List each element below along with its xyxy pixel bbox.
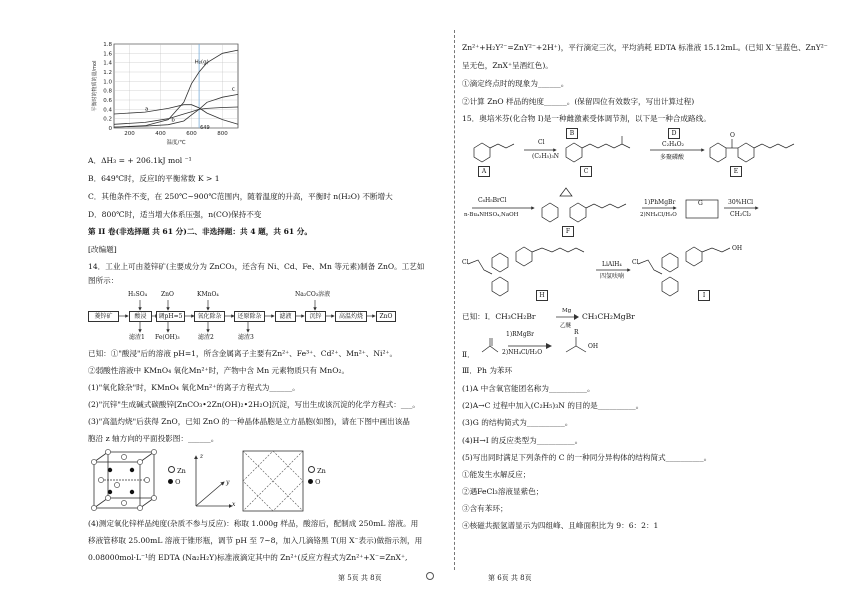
y-axis-label: 平衡时的物质的量/mol (92, 60, 98, 112)
known-ii-r: R (574, 329, 579, 336)
q15-part-3: (3)G 的结构简式为__________。 (462, 418, 573, 427)
option-c: C．其他条件不变，在 250℃~900℃范围内，随着温度的升高，平衡时 n(H₂O) 不断增大 (88, 192, 393, 201)
step-ore: 菱锌矿 (88, 311, 119, 322)
q15-part-4: (4)H→I 的反应类型为__________。 (462, 436, 583, 445)
legend-o (168, 478, 180, 486)
known-ii-c2: 2)NH₄Cl/H₂O (502, 349, 543, 356)
y-tick-label: 0 (108, 126, 112, 132)
step-oxidation: 氧化除杂 (194, 311, 225, 322)
axis-y-label: y (226, 479, 230, 486)
series-line-0 (114, 50, 238, 127)
known-i-right: CH₃CH₂MgBr (582, 312, 635, 321)
legend-zn (168, 466, 186, 475)
q15-part-1: (1)A 中含氧官能团名称为__________。 (462, 384, 595, 393)
known-i-ether: 乙醚 (560, 323, 572, 329)
q14-part-3b: 胞沿 z 轴方向的平面投影图：______。 (88, 434, 219, 443)
q15-stem: 15．奥培米芬(化合物 I)是一种雌激素受体调节剂，以下是一种合成路线。 (462, 114, 711, 123)
q14-stem-2: 图所示： (88, 276, 119, 285)
special-tick-label: 649 (200, 125, 210, 131)
step-acid-leach: 酸浸 (129, 311, 152, 322)
atom-o-e: O (730, 132, 735, 139)
edit-tag: [改编题] (88, 245, 117, 254)
x-axis-label: 温度/℃ (166, 140, 186, 146)
atom-cl-h: Cl (462, 259, 469, 266)
y-tick-label: 1.0 (103, 79, 112, 86)
atom-cl-b: Cl (538, 139, 545, 146)
legend-o-2 (308, 478, 320, 486)
q14-stem-1: 14．工业上可由菱锌矿(主要成分为 ZnCO₃，还含有 Ni、Cd、Fe、Mn 等元素)制备 ZnO。工艺如 (88, 262, 425, 271)
legend-zn-label-2: Zn (317, 467, 326, 475)
zn-marker-icon (168, 466, 175, 473)
footer-page-left: 第 5页 共 8页 (338, 574, 382, 582)
cond-nh4cl: 2)NH₄Cl/H₂O (640, 212, 677, 218)
known-2: ②弱酸性溶液中 KMnO₄ 氧化Mn²⁺时，产物中含 Mn 元素物质只有 MnO₂。 (88, 366, 350, 375)
projection-grid (240, 448, 306, 514)
q15-part-5: (5)写出同时满足下列条件的 C 的一种同分异构体的结构简式__________。 (462, 453, 712, 462)
cond-et3n: (C₂H₅)₃N (532, 153, 559, 160)
option-b: B．649℃时，反应Ⅰ的平衡常数 K > 1 (88, 174, 220, 183)
equilibrium-chart (88, 38, 248, 154)
series-label: a (145, 106, 149, 113)
x-tick-label: 400 (155, 131, 166, 137)
step-calcine: 高温灼烧 (335, 311, 367, 322)
atom-cl-i: Cl (632, 259, 639, 266)
condition-3: ③含有苯环； (462, 504, 508, 513)
compound-e: E (730, 166, 742, 177)
compound-f: F (562, 226, 574, 237)
known-i-left: 已知：Ⅰ．CH₃CH₂Br (462, 312, 536, 321)
legend-zn-label: Zn (177, 467, 186, 475)
known-ii-c1: 1)RMgBr (506, 331, 534, 338)
cond-ptc: n-Bu₄NHSO₄,NaOH (464, 212, 519, 218)
zn-marker-icon-2 (308, 466, 315, 473)
y-tick-label: 0.6 (103, 98, 112, 104)
compound-i: I (698, 290, 710, 301)
residue-3: 滤渣3 (238, 334, 254, 341)
compound-c: C (580, 166, 592, 177)
step-adjust-ph: 调pH=5 (156, 311, 185, 322)
cond-phmgbr: 1)PhMgBr (644, 199, 676, 206)
y-tick-label: 0.4 (103, 107, 112, 114)
axis-figure (188, 450, 238, 514)
series-label: c (231, 86, 235, 93)
q14-continued-1: Zn²⁺+H₂Y²⁻=ZnY²⁻+2H⁺)，平行滴定三次，平均消耗 EDTA 标准液 15.12mL。(已知 X⁻呈蓝色、ZnY²⁻ (462, 43, 828, 52)
x-tick-label: 800 (217, 131, 228, 137)
cond-d-formula: C₂H₄O₂ (662, 141, 684, 148)
cond-ppa: 多聚磷酸 (660, 154, 685, 161)
reagent-kmno4: KMnO₄ (197, 291, 219, 298)
process-flow-diagram (88, 290, 443, 345)
compound-a: A (478, 166, 490, 177)
y-tick-label: 0.8 (103, 88, 112, 95)
reagent-h2so4: H₂SO₄ (128, 291, 148, 298)
series-line-2 (114, 107, 238, 124)
y-tick-label: 1.4 (103, 60, 112, 67)
q14-purity: ②计算 ZnO 样品的纯度______。(保留四位有效数字，写出计算过程) (462, 97, 695, 106)
step-precipitate-zn: 沉锌 (305, 311, 326, 322)
condition-2: ②遇FeCl₃溶液显紫色； (462, 487, 544, 496)
legend-o-label-2: O (315, 478, 321, 486)
axis-x-label: x (232, 501, 236, 508)
y-tick-label: 1.2 (103, 70, 112, 76)
option-d: D．800℃时，适当增大体系压强，n(CO)保持不变 (88, 210, 262, 219)
cond-c6h5brcl: C₆H₅BrCl (478, 197, 507, 204)
unit-cell-figure (88, 448, 168, 516)
right-page (462, 0, 828, 608)
reagent-na2co3: Na₂CO₃溶液 (295, 291, 331, 298)
known-i-mg: Mg (562, 308, 572, 314)
q14-part-3a: (3)"高温灼烧"后获得 ZnO，已知 ZnO 的一种晶体晶胞是立方晶胞(如图)，请在下图中画出该晶 (88, 417, 410, 426)
y-tick-label: 1.8 (103, 42, 112, 48)
step-filtrate: 滤液 (275, 311, 296, 322)
step-zno: ZnO (376, 311, 396, 322)
condition-4: ④核磁共振氢谱显示为四组峰、且峰面积比为 9：6：2：1 (462, 521, 659, 530)
series-label: H₂(g) (194, 59, 209, 66)
cond-hcl: 30%HCl (728, 199, 754, 206)
residue-2: 滤渣2 (198, 334, 214, 341)
q15-part-2: (2)A→C 过程中加入(C₂H₅)₃N 的目的是__________。 (462, 401, 644, 410)
axis-z-label: z (200, 453, 204, 460)
q14-endpoint: ①滴定终点时的现象为______。 (462, 79, 569, 88)
condition-1: ①能发生水解反应； (462, 470, 531, 479)
o-marker-icon-2 (308, 479, 313, 484)
known-1: 已知：①"酸浸"后的溶液 pH=1，所含金属离子主要有Zn²⁺、Fe³⁺、Cd²⁺、Mn²⁺、Ni²⁺。 (88, 349, 398, 358)
legend-zn-2 (308, 466, 326, 475)
cond-lialh4: LiAlH₄ (602, 261, 622, 268)
known-ii-oh: OH (588, 343, 599, 350)
q14-part-4a: (4)测定氧化锌样品纯度(杂质不参与反应)：称取 1.000g 样品，酸溶后，配制成 250mL 溶液。用 (88, 519, 419, 528)
compound-d: D (668, 128, 680, 139)
synthesis-scheme (462, 126, 822, 306)
series-label: b (171, 117, 175, 124)
o-marker-icon (168, 479, 173, 484)
known-ii-label: Ⅱ． (462, 350, 475, 359)
atom-oh-i: OH (732, 245, 743, 252)
compound-b: B (566, 128, 578, 139)
q14-part-2: (2)"沉锌"生成碱式碳酸锌[ZnCO₃•2Zn(OH)₂•2H₂O]沉淀，写出生成该沉淀的化学方程式：___。 (88, 400, 420, 409)
q14-continued-2: 呈无色，ZnX⁺呈酒红色)。 (462, 61, 553, 70)
cond-ch2cl2: CH₂Cl₂ (730, 211, 752, 218)
legend-o-label: O (175, 478, 181, 486)
residue-1: 滤渣1 (129, 334, 145, 341)
binding-circle-icon (426, 572, 434, 580)
x-tick-label: 600 (186, 131, 197, 137)
cond-thf: 四氢呋喃 (600, 273, 625, 280)
compound-h: H (536, 290, 548, 301)
page-divider (454, 30, 455, 570)
y-tick-label: 1.6 (103, 51, 112, 58)
section-heading: 第 II 卷(非选择题 共 61 分)二、非选择题：共 4 题，共 61 分。 (88, 227, 312, 236)
x-tick-label: 200 (124, 131, 135, 137)
option-a: A．ΔH₃ = + 206.1kJ mol ⁻¹ (88, 156, 192, 165)
q14-part-4c: 0.08000mol·L⁻¹的 EDTA (Na₂H₂Y)标准液滴定其中的 Zn²⁺(反应方程式为Zn²⁺+X⁻=ZnX⁺, (88, 553, 408, 562)
known-iii: Ⅲ．Ph 为苯环 (462, 366, 513, 375)
footer-page-right: 第 6页 共 8页 (488, 574, 532, 582)
step-reduction: 还原除杂 (234, 311, 265, 322)
compound-g: G (698, 200, 703, 207)
residue-feoh3: Fe(OH)₃ (155, 334, 180, 341)
q14-part-1: (1)"氧化除杂"时，KMnO₄ 氧化Mn²⁺的离子方程式为______。 (88, 383, 300, 392)
q14-part-4b: 移液管移取 25.00mL 溶液于锥形瓶，调节 pH 至 7~8，加入几滴铬黑 T(用 X⁻表示)做指示剂，用 (88, 536, 423, 545)
left-page (88, 0, 443, 608)
y-tick-label: 0.2 (103, 116, 112, 123)
reagent-zno: ZnO (161, 291, 174, 298)
plot-frame (114, 44, 238, 128)
